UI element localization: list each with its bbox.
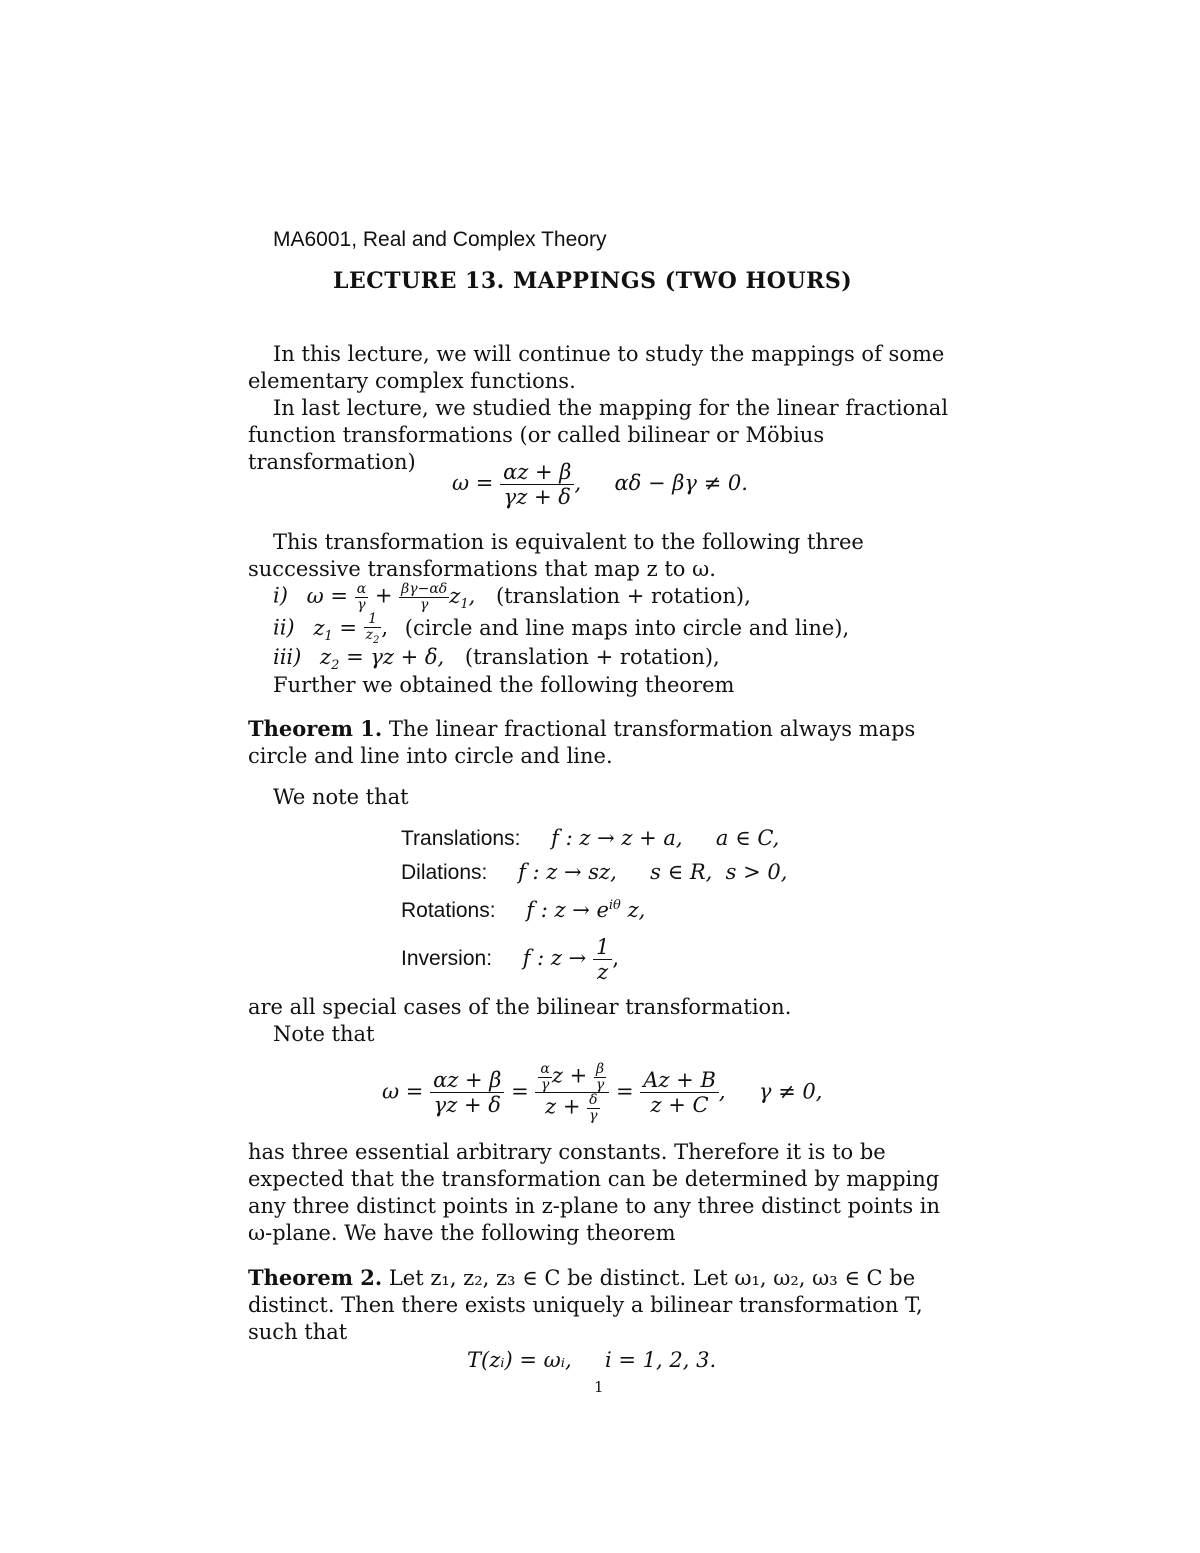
eq2-fraction-1: $\frac{\alpha z + \beta}{\gamma z + \delta}$ — [430, 1068, 504, 1117]
special-dilations: Dilations: f : z → sz, s ∈ R, s > 0, — [401, 860, 788, 884]
step-iii-label: iii) — [273, 645, 302, 669]
step-i: i) ω = $\frac{\alpha}{\gamma}$ + $\frac{\beta\gamma-\alpha\delta}{\gamma}$ $z_1$, (translation + rotation), — [273, 581, 751, 613]
eq1-condition: , αδ − βγ ≠ 0. — [574, 471, 748, 496]
step-iii: iii) $z_2 = \gamma z + \delta$, (translation + rotation), — [273, 645, 720, 674]
eq2-fraction-2: $\frac{\alpha}{\gamma}$ z + $\frac{\beta}{\gamma}$ z + $\frac{\delta}{\gamma}$ — [535, 1062, 609, 1124]
theorem-2-text: Let z₁, z₂, z₃ ∈ C be distinct. Let ω₁, ω₂, ω₃ ∈ C be distinct. Then there exists uniquely a bilinear transformation T, such that — [248, 1266, 923, 1344]
eq1-denominator: γz + δ — [503, 485, 571, 510]
course-heading: MA6001, Real and Complex Theory — [273, 228, 607, 251]
intro-paragraph: In this lecture, we will continue to study the mappings of some elementary complex functions. — [248, 342, 945, 393]
eq1-fraction — [500, 460, 574, 509]
theorem-1-text: The linear fractional transformation always maps circle and line into circle and line. — [248, 717, 916, 768]
special-inversion: Inversion: f : z → $\frac{1}{z}$ , — [401, 935, 620, 985]
eq1-lhs: ω = — [452, 471, 494, 496]
further-line: Further we obtained the following theorem — [273, 673, 735, 697]
inversion-fraction: $\frac{1}{z}$ — [593, 935, 612, 984]
note-that-line: Note that — [273, 1022, 375, 1046]
special-rotations: Rotations: f : $z \to e^{i\theta}$ z, — [401, 898, 646, 922]
last-lecture-paragraph: In last lecture, we studied the mapping for the linear fractional function transformations (or called bilinear or Möbius transformation) — [248, 396, 949, 474]
theorem-2 — [248, 1264, 952, 1346]
step-ii-label: ii) — [273, 615, 295, 640]
theorem-1 — [248, 715, 952, 770]
succession-paragraph: This transformation is equivalent to the following three successive transformations that map z to ω. — [248, 530, 864, 581]
lecture-title: LECTURE 13. MAPPINGS (TWO HOURS) — [333, 268, 853, 294]
step-ii: ii) $z_1$ = $\frac{1}{z_2}$ , (circle and line maps into circle and line), — [273, 611, 850, 646]
we-note-line: We note that — [273, 785, 409, 809]
equation-bilinear — [452, 460, 748, 509]
constants-paragraph: has three essential arbitrary constants. Therefore it is to be expected that the transformation can be determined by mapping any three distinct points in z-plane to any three distinct points in ω-plane. We have the following theorem — [248, 1140, 941, 1245]
special-translations: Translations: f : z → z + a, a ∈ C, — [401, 826, 780, 850]
step-i-label: i) — [273, 583, 288, 608]
theorem-2-head: Theorem 2. — [248, 1265, 383, 1290]
theorem-1-head: Theorem 1. — [248, 716, 383, 741]
step-ii-note: (circle and line maps into circle and line), — [404, 615, 850, 640]
step-iii-note: (translation + rotation), — [464, 645, 720, 669]
equation-three-points: T(zᵢ) = ωᵢ, i = 1, 2, 3. — [467, 1348, 717, 1372]
step-i-note: (translation + rotation), — [495, 583, 751, 608]
special-cases-line: are all special cases of the bilinear transformation. — [248, 995, 792, 1019]
equation-normalized: ω = $\frac{\alpha z + \beta}{\gamma z + \delta}$ = $\frac{\alpha}{\gamma}$ z + $\frac{\beta}{\gamma}$ z + $\frac{\delta}{\gamma}$ = $\frac{Az + B}{z + C}$ , γ ≠ 0, — [382, 1061, 823, 1125]
page-number: 1 — [594, 1378, 604, 1396]
eq1-numerator: αz + β — [500, 460, 574, 485]
eq2-fraction-3: $\frac{Az + B}{z + C}$ — [640, 1068, 719, 1117]
